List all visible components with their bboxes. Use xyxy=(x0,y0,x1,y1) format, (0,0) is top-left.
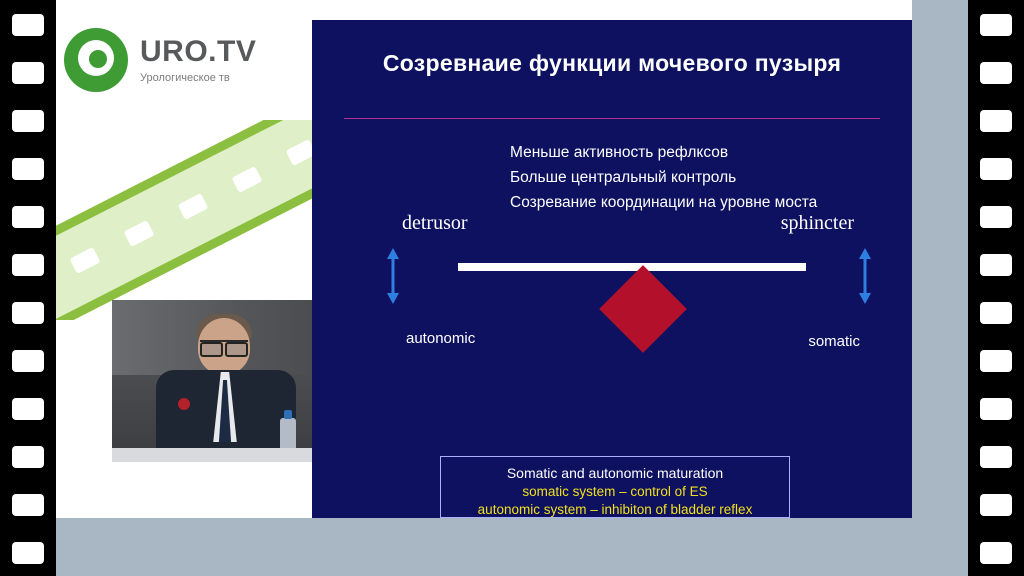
label-somatic: somatic xyxy=(808,333,860,350)
presentation-slide xyxy=(312,20,912,518)
balance-beam xyxy=(458,263,806,271)
bullet-line-2: Больше центральный контроль xyxy=(510,169,737,187)
label-sphincter: sphincter xyxy=(780,212,854,234)
brand-title: URO.TV xyxy=(140,34,257,68)
double-arrow-right-icon xyxy=(858,248,872,304)
speaker-desk xyxy=(112,448,342,462)
footer-line-2: somatic system – control of ES xyxy=(522,484,708,499)
footer-line-1: Somatic and autonomic maturation xyxy=(506,465,724,481)
label-autonomic: autonomic xyxy=(406,330,476,347)
decorative-filmstrip-graphic xyxy=(56,120,356,320)
film-perforation-left xyxy=(0,0,56,576)
lapel-pin-icon xyxy=(178,398,190,410)
double-arrow-left-icon xyxy=(386,248,400,304)
speaker-video-thumbnail[interactable] xyxy=(112,300,342,462)
uro-tv-logo-icon xyxy=(64,28,128,92)
brand-logo xyxy=(64,18,304,102)
title-divider xyxy=(344,118,880,119)
slide-right-margin xyxy=(912,0,968,576)
branding-panel xyxy=(56,0,304,518)
slide-footer-box xyxy=(440,456,790,518)
slide-title: Созревнаие функции мочевого пузыря xyxy=(382,50,842,76)
brand-subtitle: Урологическое тв xyxy=(140,71,230,84)
fulcrum-diamond xyxy=(599,265,687,353)
slide-bullet-list xyxy=(510,140,817,215)
film-perforation-right xyxy=(968,0,1024,576)
label-detrusor: detrusor xyxy=(402,212,468,234)
footer-line-3: autonomic system – inhibiton of bladder reflex xyxy=(477,502,753,517)
bullet-line-1: Меньше активность рефлксов xyxy=(510,144,729,161)
slide-bottom-margin xyxy=(56,518,968,576)
video-canvas[interactable] xyxy=(56,0,968,576)
glasses-icon xyxy=(200,340,248,352)
bullet-line-3: Созревание координации на уровне моста xyxy=(510,194,818,212)
